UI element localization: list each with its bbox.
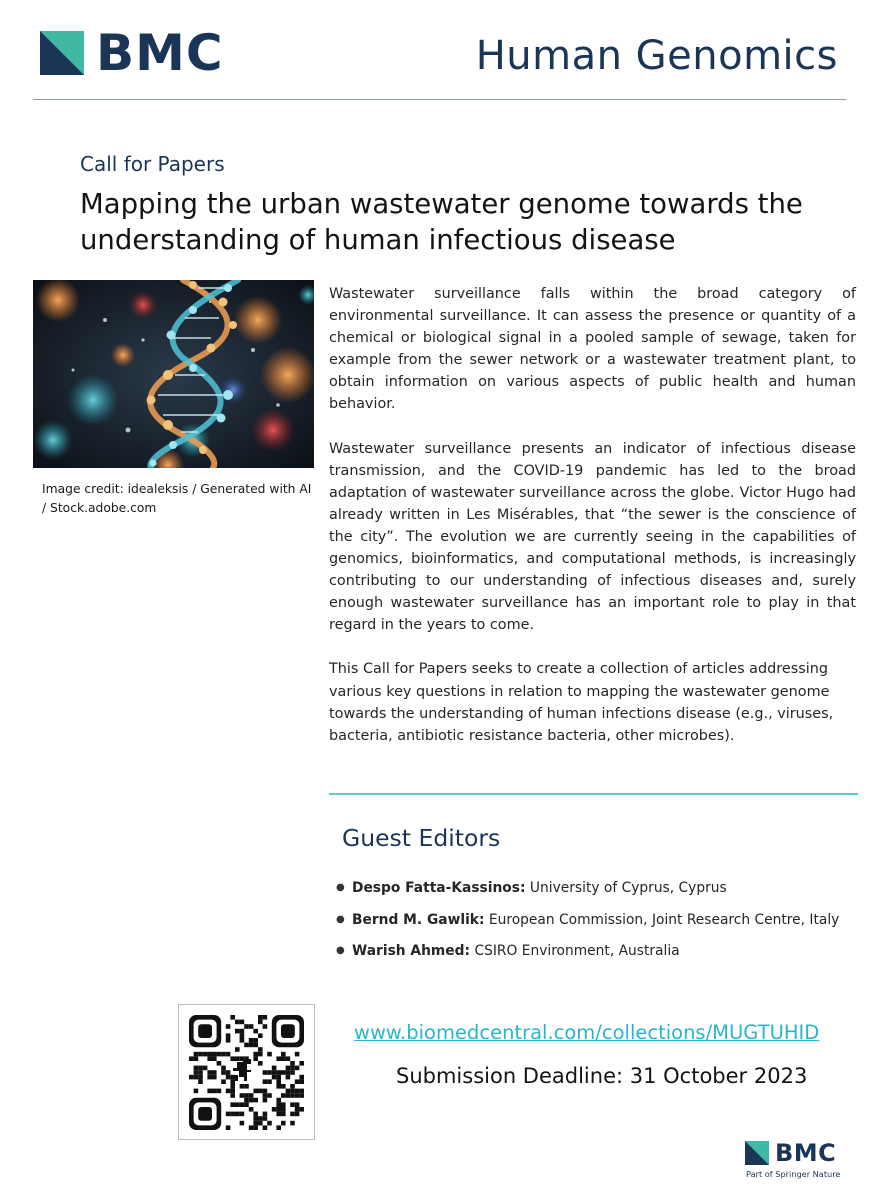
list-item	[336, 940, 839, 962]
editor-name: Bernd M. Gawlik:	[352, 911, 485, 928]
qr-code-icon	[189, 1015, 304, 1130]
editor-name: Warish Ahmed:	[352, 943, 471, 959]
paragraph: This Call for Papers seeks to create a collection of articles addressing various key questions in relation to mapping the wastewater genome towards the understanding of human infections disease (e.g., viruses, bacteria, antibiotic resistance bacteria, other microbes).	[329, 661, 834, 744]
editor-affiliation: European Commission, Joint Research Centre, Italy	[488, 911, 840, 928]
editor-affiliation: University of Cyprus, Cyprus	[529, 880, 727, 896]
list-item	[336, 909, 839, 931]
bullet-icon: ●	[336, 945, 345, 956]
bullet-icon: ●	[336, 913, 345, 925]
body-text	[329, 283, 856, 769]
collection-link[interactable]: www.biomedcentral.com/collections/MUGTUHID	[354, 1021, 820, 1044]
guest-editors-list	[336, 877, 839, 972]
bullet-icon: ●	[336, 882, 345, 893]
journal-title: Human Genomics	[475, 33, 838, 79]
editor-affiliation: CSIRO Environment, Australia	[474, 943, 680, 959]
image-credit: Image credit: idealeksis / Generated with AI / Stock.adobe.com	[42, 482, 312, 515]
guest-editors-heading: Guest Editors	[342, 824, 501, 852]
bmc-logo-mark-icon	[40, 31, 84, 75]
footer-logo-text: BMC	[775, 1139, 837, 1167]
qr-code[interactable]	[178, 1004, 315, 1140]
footer-bmc-logo	[745, 1141, 855, 1181]
editor-name: Despo Fatta-Kassinos:	[352, 880, 526, 896]
header-divider	[33, 99, 846, 100]
bmc-logo-text: BMC	[96, 24, 224, 82]
call-for-papers-label: Call for Papers	[80, 152, 225, 176]
bmc-logo	[40, 24, 224, 82]
paragraph: Wastewater surveillance falls within the broad category of environmental surveillance. It can assess the presence or quantity of a chemical or biological signal in a pooled sample of sewage, taken for example from the sewer network or a wastewater treatment plant, to obtain information on various aspects of public health and human behavior.	[329, 286, 856, 413]
bmc-logo-mark-icon	[745, 1141, 769, 1165]
springer-nature-tagline: Part of Springer Nature	[746, 1169, 841, 1179]
page-title: Mapping the urban wastewater genome towards the understanding of human infectious disease	[80, 188, 803, 256]
submission-deadline: Submission Deadline: 31 October 2023	[396, 1064, 808, 1088]
paragraph: Wastewater surveillance presents an indicator of infectious disease transmission, and the COVID-19 pandemic has led to the broad adaptation of wastewater surveillance across the globe. Victor Hugo had already written in Les Misérables, that “the sewer is the conscience of the city”. The evolution we are currently seeing in the capabilities of genomics, bioinformatics, and computational methods, is increasingly contributing to our understanding of infectious diseases and, surely enough wastewater surveillance has an important role to play in that regard in the years to come.	[329, 440, 856, 634]
list-item	[336, 877, 839, 899]
section-divider	[329, 793, 858, 795]
dna-helix-image	[33, 280, 314, 468]
